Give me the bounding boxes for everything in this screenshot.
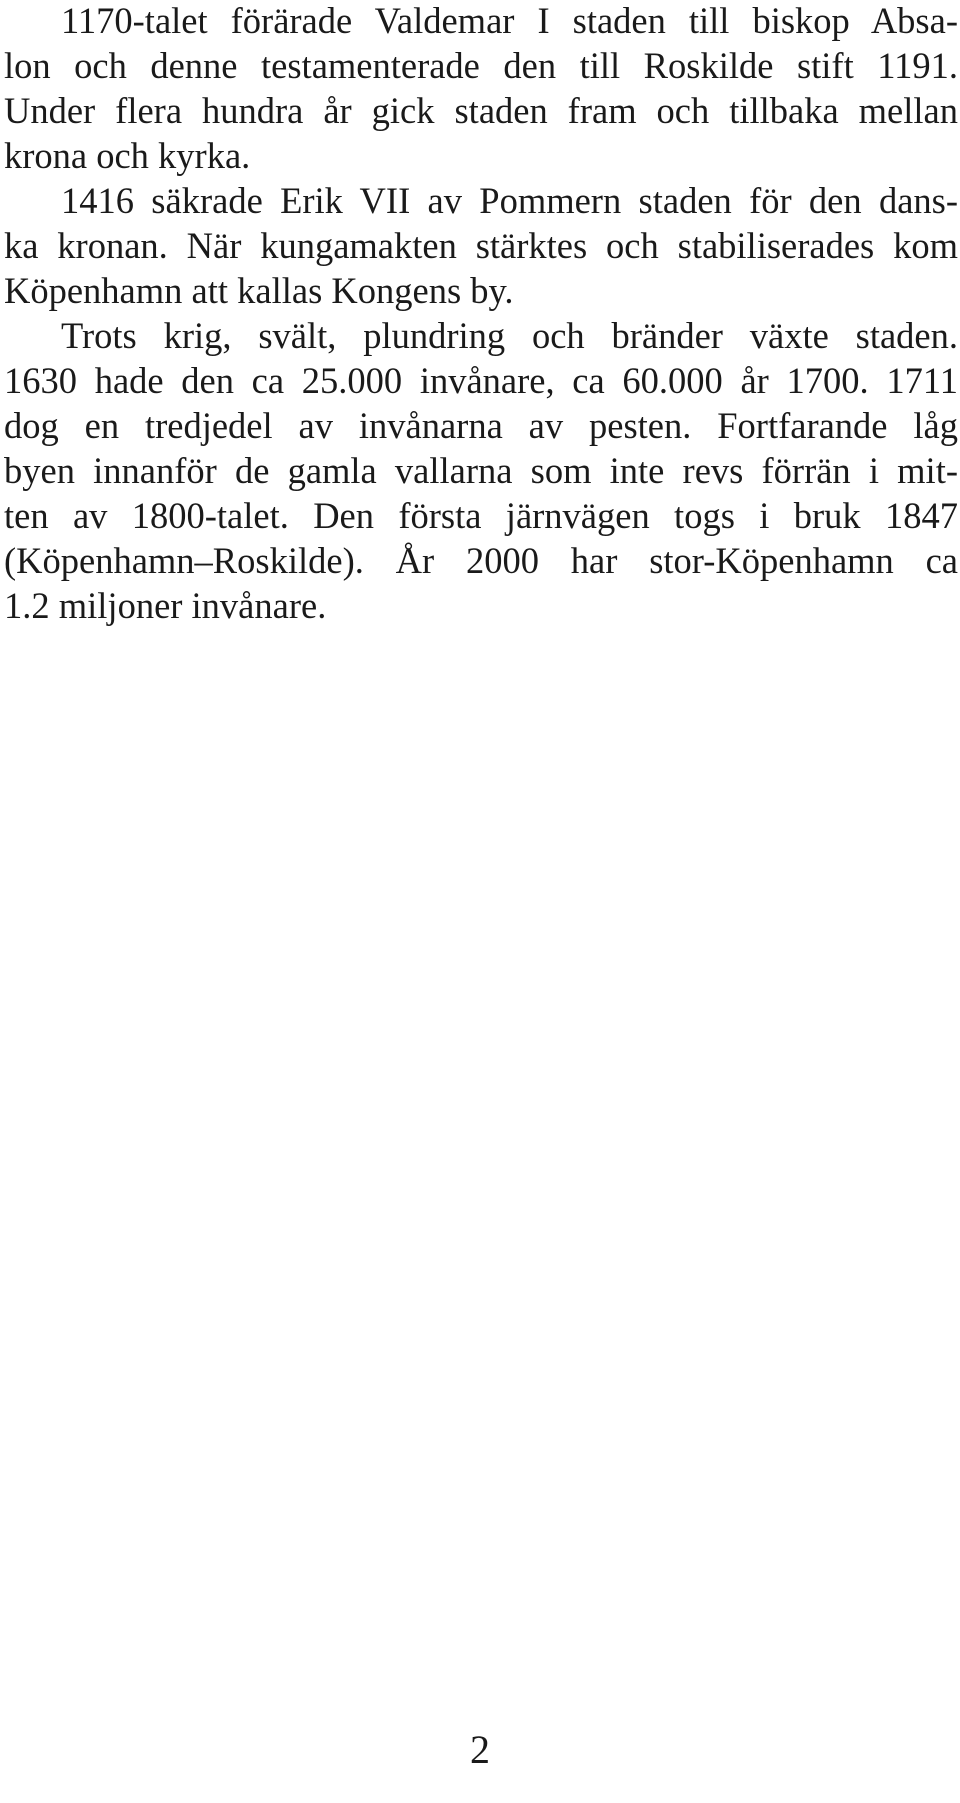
text-line: 1.2 miljoner invånare.	[4, 585, 327, 626]
text-line: krona och kyrka.	[4, 135, 251, 176]
text-line: Under flera hundra år gick staden fram och tillbaka mellan	[4, 90, 958, 131]
text-line: 1416 säkrade Erik VII av Pommern staden för den dans-	[61, 180, 958, 221]
page-number: 2	[470, 1727, 490, 1772]
text-line: ten av 1800-talet. Den första järnvägen togs i bruk 1847	[4, 495, 958, 536]
text-line: Köpenhamn att kallas Kongens by.	[4, 270, 514, 311]
text-line: Trots krig, svält, plundring och bränder växte staden.	[61, 315, 958, 356]
text-line: (Köpenhamn–Roskilde). År 2000 har stor-Köpenhamn ca	[4, 540, 958, 581]
text-line: dog en tredjedel av invånarna av pesten. Fortfarande låg	[4, 405, 958, 446]
text-line: ka kronan. När kungamakten stärktes och stabiliserades kom	[4, 225, 958, 266]
text-line: byen innanför de gamla vallarna som inte revs förrän i mit-	[4, 450, 958, 491]
text-line: 1170-talet förärade Valdemar I staden till biskop Absa-	[61, 0, 958, 41]
text-line: lon och denne testamenterade den till Roskilde stift 1191.	[4, 45, 958, 86]
text-line: 1630 hade den ca 25.000 invånare, ca 60.000 år 1700. 1711	[4, 360, 958, 401]
